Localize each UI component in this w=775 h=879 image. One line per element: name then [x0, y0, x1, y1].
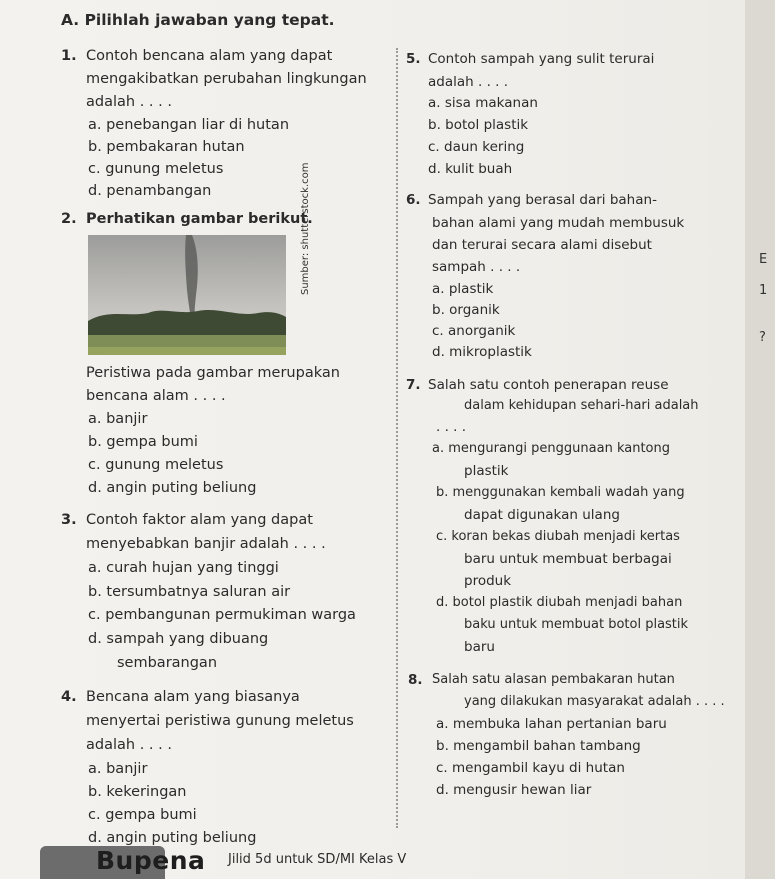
option-d: d. angin puting beliung	[88, 830, 257, 846]
question-number: 7.	[406, 377, 421, 393]
option-b: b. menggunakan kembali wadah yang	[436, 485, 685, 500]
option-a: a. curah hujan yang tinggi	[88, 560, 279, 576]
question-stem: Peristiwa pada gambar merupakan	[86, 365, 340, 381]
option-d: d. botol plastik diubah menjadi bahan	[436, 595, 683, 610]
option-d-continued: baku untuk membuat botol plastik	[464, 617, 689, 632]
option-b: b. pembakaran hutan	[88, 139, 245, 155]
question-stem: sampah . . . .	[432, 259, 521, 275]
image-credit: Sumber: shutterstock.com	[300, 162, 311, 295]
brand-name: Bupena	[96, 846, 206, 875]
option-a: a. penebangan liar di hutan	[88, 117, 290, 133]
option-b: b. tersumbatnya saluran air	[88, 584, 291, 600]
question-stem: mengakibatkan perubahan lingkungan	[86, 71, 367, 87]
option-c: c. gempa bumi	[88, 807, 197, 823]
option-a: a. mengurangi penggunaan kantong	[432, 441, 670, 456]
option-c: c. pembangunan permukiman warga	[88, 607, 356, 623]
question-stem: Bencana alam yang biasanya	[86, 689, 300, 705]
option-b-continued: dapat digunakan ulang	[464, 507, 620, 523]
option-c: c. daun kering	[428, 139, 525, 155]
tornado-photo	[88, 235, 286, 355]
question-number: 2.	[61, 211, 77, 227]
option-a-continued: plastik	[464, 463, 509, 479]
option-d: d. mikroplastik	[432, 344, 532, 360]
option-d: d. kulit buah	[428, 161, 513, 177]
option-a: a. sisa makanan	[428, 95, 538, 111]
question-stem: dan terurai secara alami disebut	[432, 237, 652, 253]
option-c: c. mengambil kayu di hutan	[436, 760, 625, 776]
question-number: 3.	[61, 512, 77, 528]
option-b: b. mengambil bahan tambang	[436, 738, 641, 754]
question-stem: Contoh faktor alam yang dapat	[86, 512, 313, 528]
question-stem: adalah . . . .	[428, 74, 509, 90]
question-stem: Perhatikan gambar berikut.	[86, 211, 313, 227]
option-d: d. mengusir hewan liar	[436, 782, 592, 798]
option-c-continued: baru untuk membuat berbagai	[464, 551, 672, 567]
question-stem: Contoh sampah yang sulit terurai	[428, 51, 655, 67]
edge-glyph: E	[759, 252, 768, 267]
option-a: a. plastik	[432, 281, 494, 297]
option-b: b. botol plastik	[428, 117, 529, 133]
option-a: a. membuka lahan pertanian baru	[436, 716, 667, 732]
question-stem: bencana alam . . . .	[86, 388, 226, 404]
question-stem: bahan alami yang mudah membusuk	[432, 215, 685, 231]
option-b: b. organik	[432, 302, 500, 318]
option-d-continued: sembarangan	[117, 655, 218, 671]
edge-glyph: ?	[759, 330, 766, 345]
edge-glyph: 1	[759, 283, 768, 298]
question-stem: . . . .	[436, 419, 467, 435]
question-number: 8.	[408, 672, 423, 688]
option-c-continued: produk	[464, 573, 512, 589]
question-stem: dalam kehidupan sehari-hari adalah	[464, 398, 699, 413]
question-number: 6.	[406, 192, 421, 208]
footer-caption: Jilid 5d untuk SD/MI Kelas V	[228, 852, 407, 867]
question-stem: adalah . . . .	[86, 737, 172, 753]
tornado-illustration	[88, 235, 286, 355]
question-stem: Contoh bencana alam yang dapat	[86, 48, 333, 64]
option-b: b. kekeringan	[88, 784, 187, 800]
question-stem: menyertai peristiwa gunung meletus	[86, 713, 354, 729]
option-d: d. sampah yang dibuang	[88, 631, 269, 647]
option-c: c. anorganik	[432, 323, 516, 339]
adjacent-page-edge	[745, 0, 775, 879]
question-stem: yang dilakukan masyarakat adalah . . . .	[464, 694, 725, 709]
option-c: c. gunung meletus	[88, 161, 224, 177]
option-d: d. penambangan	[88, 183, 212, 199]
question-stem: adalah . . . .	[86, 94, 172, 110]
question-number: 5.	[406, 51, 421, 67]
question-stem: Salah satu alasan pembakaran hutan	[432, 672, 675, 687]
option-c: c. gunung meletus	[88, 457, 224, 473]
option-d-continued: baru	[464, 639, 495, 655]
question-stem: Salah satu contoh penerapan reuse	[428, 377, 669, 393]
question-stem: Sampah yang berasal dari bahan-	[428, 192, 657, 208]
option-c: c. koran bekas diubah menjadi kertas	[436, 529, 680, 544]
option-a: a. banjir	[88, 761, 148, 777]
section-title: A. Pilihlah jawaban yang tepat.	[61, 11, 335, 29]
option-b: b. gempa bumi	[88, 434, 198, 450]
question-number: 4.	[61, 689, 77, 705]
option-d: d. angin puting beliung	[88, 480, 257, 496]
column-divider	[396, 48, 398, 828]
option-a: a. banjir	[88, 411, 148, 427]
question-stem: menyebabkan banjir adalah . . . .	[86, 536, 326, 552]
question-number: 1.	[61, 48, 77, 64]
